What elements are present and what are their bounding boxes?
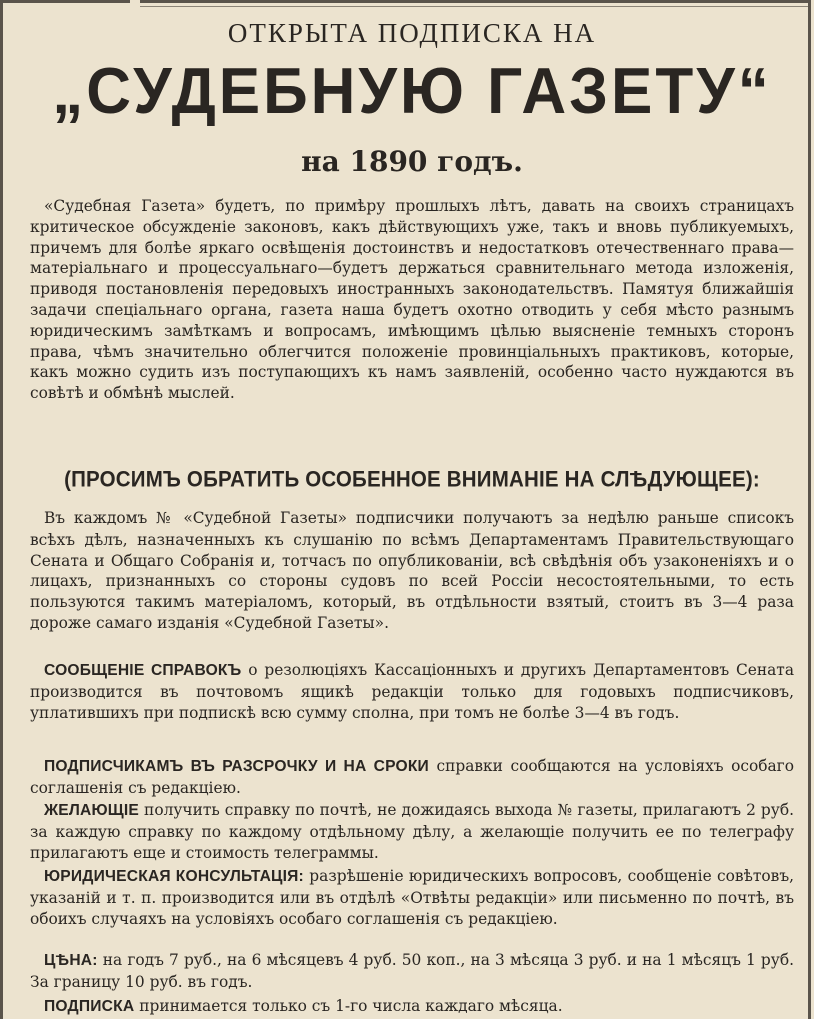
- section-lead: СООБЩЕНІЕ СПРАВОКЪ: [44, 662, 242, 679]
- intro-paragraph: «Судебная Газета» будетъ, по примѣру прошлыхъ лѣтъ, давать на своихъ страницахъ критическое обсужденіе законовъ, какъ дѣйствующихъ уже, такъ и вновь публикуемыхъ, причемъ для болѣе яркаго освѣщенія достоинствъ и недостатковъ отечественнаго права—матеріальнаго и процессуальнаго—будетъ держаться сравнительнаго метода изложенія, приводя постановленія передовыхъ иностранныхъ законодательствъ. Памятуя ближайшія задачи спеціальнаго органа, газета наша будетъ охотно отводить у себя мѣсто разнымъ юридическимъ замѣткамъ и вопросамъ, имѣющимъ цѣлью выясненіе темныхъ сторонъ права, чѣмъ значительно облегчится положеніе провинціальныхъ практиковъ, которые, какъ можно судить изъ поступающихъ къ намъ заявленій, особенно часто нуждаются въ совѣтѣ и обмѣнѣ мыслей.: [30, 197, 794, 403]
- section-lead: ЦѢНА:: [44, 952, 98, 969]
- newspaper-title: „СУДЕБНУЮ ГАЗЕТУ“: [52, 55, 772, 128]
- section-lead: ПОДПИСЧИКАМЪ ВЪ РАЗСРОЧКУ И НА СРОКИ: [44, 758, 429, 775]
- section-text: разрѣшеніе юридическихъ вопросовъ, сообщеніе совѣтовъ, указаній и т. п. производится или въ отдѣлѣ «Отвѣты редакціи» или письменно по почтѣ, въ обоихъ случаяхъ на условіяхъ особаго соглашенія съ редакціею.: [30, 867, 794, 928]
- announcement-line: ОТКРЫТА ПОДПИСКА НА: [227, 18, 597, 48]
- section-text: справки сообщаются на условіяхъ особаго соглашенія съ редакціею.: [30, 757, 794, 797]
- page-border-left: [0, 0, 3, 1019]
- section-lead: ЖЕЛАЮЩІЕ: [44, 802, 140, 819]
- section-text: о резолюціяхъ Кассаціонныхъ и другихъ Департаментовъ Сената производится въ почтовомъ ящикѣ редакціи только для годовыхъ подписчиковъ, уплатившихъ при подпискѣ всю сумму сполна, при томъ не болѣе 3—4 въ годъ.: [30, 661, 795, 722]
- section-text: принимается только съ 1-го числа каждаго мѣсяца.: [134, 997, 563, 1015]
- section-lead: ЮРИДИЧЕСКАЯ КОНСУЛЬТАЦІЯ:: [44, 868, 304, 885]
- section-paragraph-consultation: [30, 866, 794, 929]
- section-paragraph-installments: [30, 756, 794, 799]
- section-paragraph-subscription: [30, 996, 794, 1018]
- section-paragraph-lists: [30, 508, 794, 634]
- section-paragraph-mail-inquiry: [30, 800, 794, 863]
- attention-heading: (ПРОСИМЪ ОБРАТИТЬ ОСОБЕННОЕ ВНИМАНІЕ НА СЛѢДУЮЩЕЕ):: [64, 466, 760, 493]
- section-lead: ПОДПИСКА: [44, 998, 135, 1015]
- page-border-top-thin-rule: [140, 6, 808, 7]
- section-paragraph-inquiries: [30, 660, 794, 723]
- section-text: получить справку по почтѣ, не дожидаясь выхода № газеты, прилагаютъ 2 руб. за каждую справку по каждому отдѣльному дѣлу, а желающіе получить ее по телеграфу прилагаютъ еще и стоимость телеграммы.: [30, 801, 794, 862]
- page-border-top: [0, 0, 130, 3]
- subscription-year: на 1890 годъ.: [301, 145, 523, 178]
- section-text: на годъ 7 руб., на 6 мѣсяцевъ 4 руб. 50 коп., на 3 мѣсяца 3 руб. и на 1 мѣсяцъ 1 руб. За границу 10 руб. въ годъ.: [30, 951, 794, 991]
- section-paragraph-price: [30, 950, 794, 993]
- page-border-top-rule: [140, 0, 808, 3]
- section-text: Въ каждомъ № «Судебной Газеты» подписчики получаютъ за недѣлю раньше списокъ всѣхъ дѣлъ, назначенныхъ къ слушанію по всѣмъ Департаментамъ Правительствующаго Сената и Общаго Собранія и, тотчасъ по опубликованіи, всѣ свѣдѣнія объ узаконеніяхъ и о лицахъ, признанныхъ со стороны судовъ по всей Россіи несостоятельными, то есть пользуются такимъ матеріаломъ, который, въ отдѣльности взятый, стоитъ въ 3—4 раза дороже самаго изданія «Судебной Газеты».: [30, 509, 794, 632]
- page-border-right: [808, 0, 811, 1019]
